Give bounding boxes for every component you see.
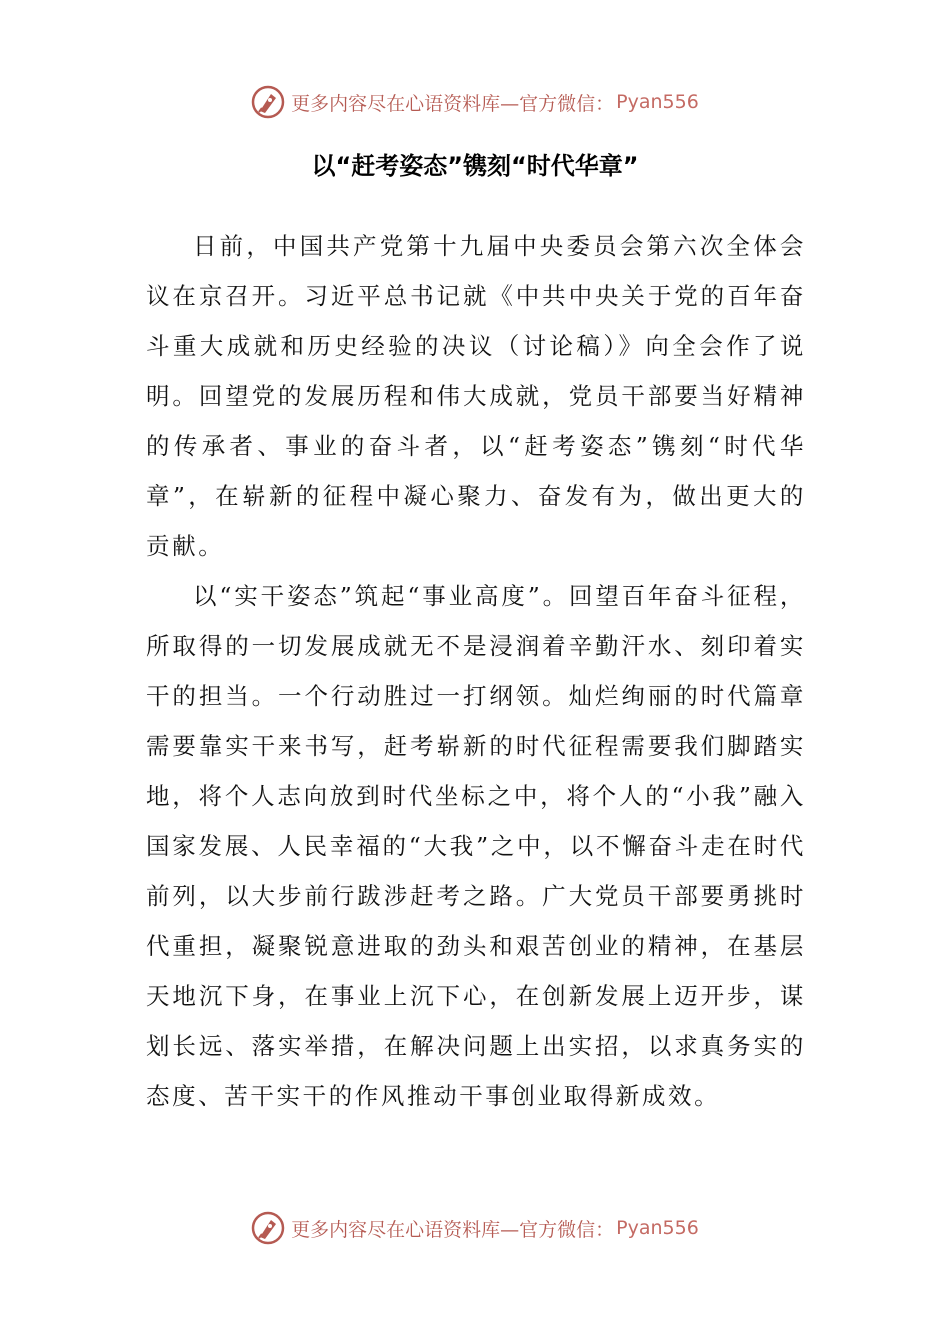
paragraph-1: 日前，中国共产党第十九届中央委员会第六次全体会议在京召开。习近平总书记就《中共中央关于党的百年奋斗重大成就和历史经验的决议（讨论稿）》向全会作了说明。回望党的发展历程和伟大成就，党员干部要当好精神的传承者、事业的奋斗者，以“赶考姿态”镌刻“时代华章”，在崭新的征程中凝心聚力、奋发有为，做出更大的贡献。 bbox=[146, 232, 806, 560]
paragraph-2: 以“实干姿态”筑起“事业高度”。回望百年奋斗征程，所取得的一切发展成就无不是浸润着辛勤汗水、刻印着实干的担当。一个行动胜过一打纲领。灿烂绚丽的时代篇章需要靠实干来书写，赶考崭新的时代征程需要我们脚踏实地，将个人志向放到时代坐标之中，将个人的“小我”融入国家发展、人民幸福的“大我”之中，以不懈奋斗走在时代前列，以大步前行跋涉赶考之路。广大党员干部要勇挑时代重担，凝聚锐意进取的劲头和艰苦创业的精神，在基层天地沉下身，在事业上沉下心，在创新发展上迈开步，谋划长远、落实举措，在解决问题上出实招，以求真务实的态度、苦干实干的作风推动干事创业取得新成效。 bbox=[146, 582, 806, 1110]
banner-wechat-id: Pyan556 bbox=[616, 91, 699, 113]
footer-banner bbox=[0, 1208, 950, 1248]
header-banner bbox=[0, 82, 950, 122]
banner-wechat-id: Pyan556 bbox=[616, 1217, 699, 1239]
banner-text: 更多内容尽在心语资料库—官方微信： bbox=[291, 92, 615, 115]
banner-text: 更多内容尽在心语资料库—官方微信： bbox=[291, 1218, 615, 1241]
document-body bbox=[146, 221, 806, 1121]
document-title: 以“赶考姿态”镌刻“时代华章” bbox=[311, 152, 639, 180]
pen-nib-logo-icon bbox=[251, 1211, 285, 1245]
pen-nib-logo-icon bbox=[251, 85, 285, 119]
